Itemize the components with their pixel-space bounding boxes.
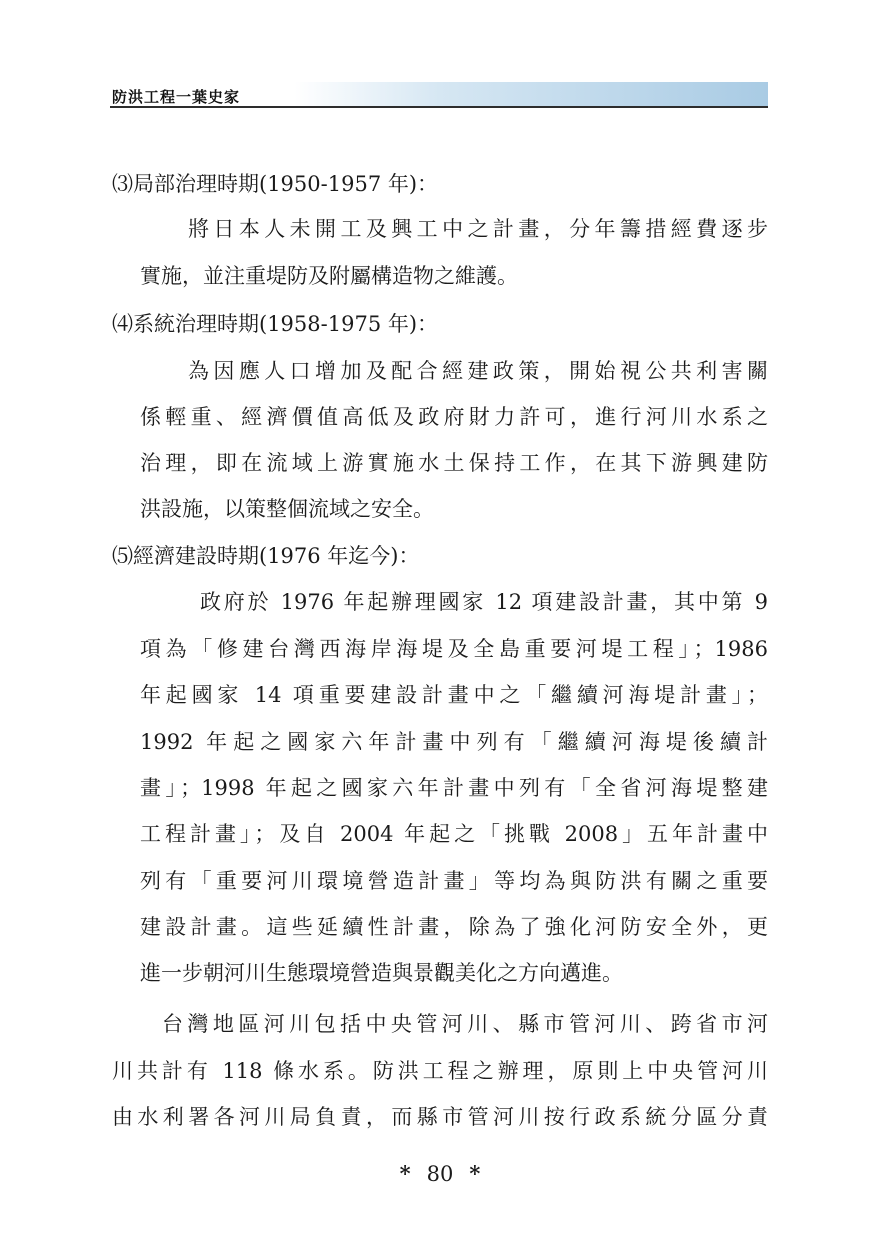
paragraph-line: 治理，即在流域上游實施水土保持工作，在其下游興建防 bbox=[140, 451, 768, 475]
running-header-title: 防洪工程一葉史家 bbox=[112, 88, 241, 106]
paragraph-line: 年起國家 14 項重要建設計畫中之「繼續河海堤計畫」； bbox=[140, 683, 768, 707]
paragraph-line: 洪設施，以策整個流域之安全。 bbox=[140, 497, 434, 521]
paragraph-line: 為因應人口增加及配合經建政策，開始視公共利害關 bbox=[188, 359, 768, 383]
heading-period-5: ⑸經濟建設時期(1976 年迄今)： bbox=[112, 544, 420, 568]
paragraph-line: 列有「重要河川環境營造計畫」等均為與防洪有關之重要 bbox=[140, 869, 768, 893]
paragraph-line: 台灣地區河川包括中央管河川、縣市管河川、跨省市河 bbox=[162, 1012, 768, 1036]
paragraph-line: 工程計畫」；及自 2004 年起之「挑戰 2008」五年計畫中 bbox=[140, 822, 768, 846]
paragraph-line: 建設計畫。這些延續性計畫，除為了強化河防安全外，更 bbox=[140, 915, 768, 939]
paragraph-line: 進一步朝河川生態環境營造與景觀美化之方向邁進。 bbox=[140, 961, 623, 985]
paragraph-line: 由水利署各河川局負責，而縣市管河川按行政系統分區分責 bbox=[112, 1105, 768, 1129]
heading-period-4: ⑷系統治理時期(1958-1975 年)： bbox=[112, 312, 439, 336]
footer-star-right: * bbox=[469, 1161, 481, 1186]
heading-period-3: ⑶局部治理時期(1950-1957 年)： bbox=[112, 172, 439, 196]
page-footer bbox=[0, 1160, 880, 1188]
paragraph-line: 畫」；1998 年起之國家六年計畫中列有「全省河海堤整建 bbox=[140, 776, 768, 800]
paragraph-line: 將日本人未開工及興工中之計畫，分年籌措經費逐步 bbox=[188, 217, 768, 241]
paragraph-line: 係輕重、經濟價值高低及政府財力許可，進行河川水系之 bbox=[140, 405, 768, 429]
paragraph-line: 實施，並注重堤防及附屬構造物之維護。 bbox=[140, 264, 518, 288]
paragraph-line: 項為「修建台灣西海岸海堤及全島重要河堤工程」；1986 bbox=[140, 637, 768, 661]
paragraph-line: 政府於 1976 年起辦理國家 12 項建設計畫，其中第 9 bbox=[200, 590, 768, 614]
footer-star-left: * bbox=[399, 1161, 411, 1186]
paragraph-line: 1992 年起之國家六年計畫中列有「繼續河海堤後續計 bbox=[140, 730, 768, 754]
page-number: 80 bbox=[426, 1162, 454, 1186]
paragraph-line: 川共計有 118 條水系。防洪工程之辦理，原則上中央管河川 bbox=[112, 1059, 768, 1083]
